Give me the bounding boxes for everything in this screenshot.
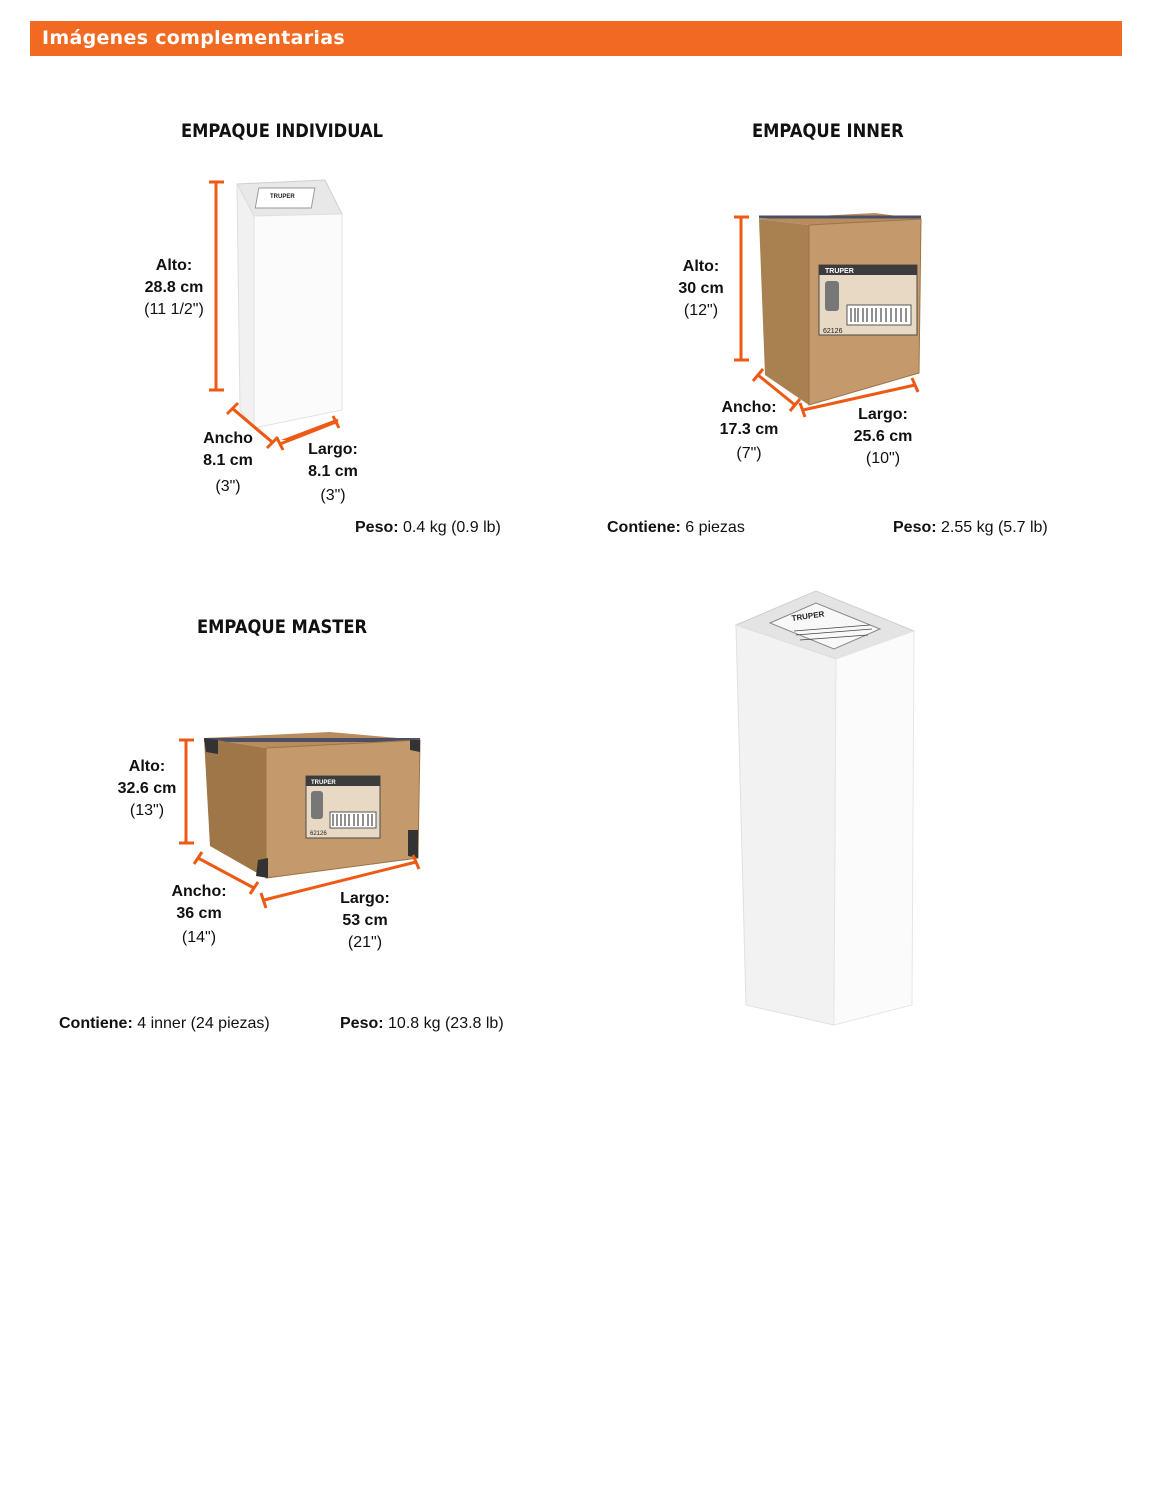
master-title: EMPAQUE MASTER [197,616,368,638]
master-ancho-dimension: Ancho: 36 cm (14") [171,883,227,946]
master-contiene: Contiene: 4 inner (24 piezas) [59,1015,270,1032]
individual-title: EMPAQUE INDIVIDUAL [181,120,384,142]
master-largo-dimension: Largo: 53 cm (21") [340,890,390,951]
master-box-label-code: 62126 [310,831,327,837]
inner-box-label-brand: TRUPER [825,268,854,275]
individual-alto-dimension: Alto: 28.8 cm (11 1/2") [144,257,204,318]
inner-contiene: Contiene: 6 piezas [607,519,745,536]
inner-box-label-code: 62126 [823,328,843,335]
individual-largo-dimension: Largo: 8.1 cm (3") [308,441,358,504]
master-alto-dimension: Alto: 32.6 cm (13") [117,758,177,819]
individual-peso: Peso: 0.4 kg (0.9 lb) [355,519,501,536]
product-box-image [730,585,920,1045]
master-box-label-brand: TRUPER [311,780,336,786]
product-box-label-brand: TRUPER [791,609,825,623]
inner-ancho-dimension: Ancho: 17.3 cm (7") [719,399,779,462]
section-title: Imágenes complementarias [42,27,345,49]
inner-box-illustration [725,205,935,420]
individual-box-label-brand: TRUPER [270,194,295,200]
inner-largo-dimension: Largo: 25.6 cm (10") [853,406,913,467]
individual-ancho-dimension: Ancho 8.1 cm (3") [203,430,253,495]
inner-alto-dimension: Alto: 30 cm (12") [678,258,724,319]
master-peso: Peso: 10.8 kg (23.8 lb) [340,1015,504,1032]
section-header-bar [30,21,1122,56]
inner-title: EMPAQUE INNER [752,120,904,142]
inner-peso: Peso: 2.55 kg (5.7 lb) [893,519,1048,536]
